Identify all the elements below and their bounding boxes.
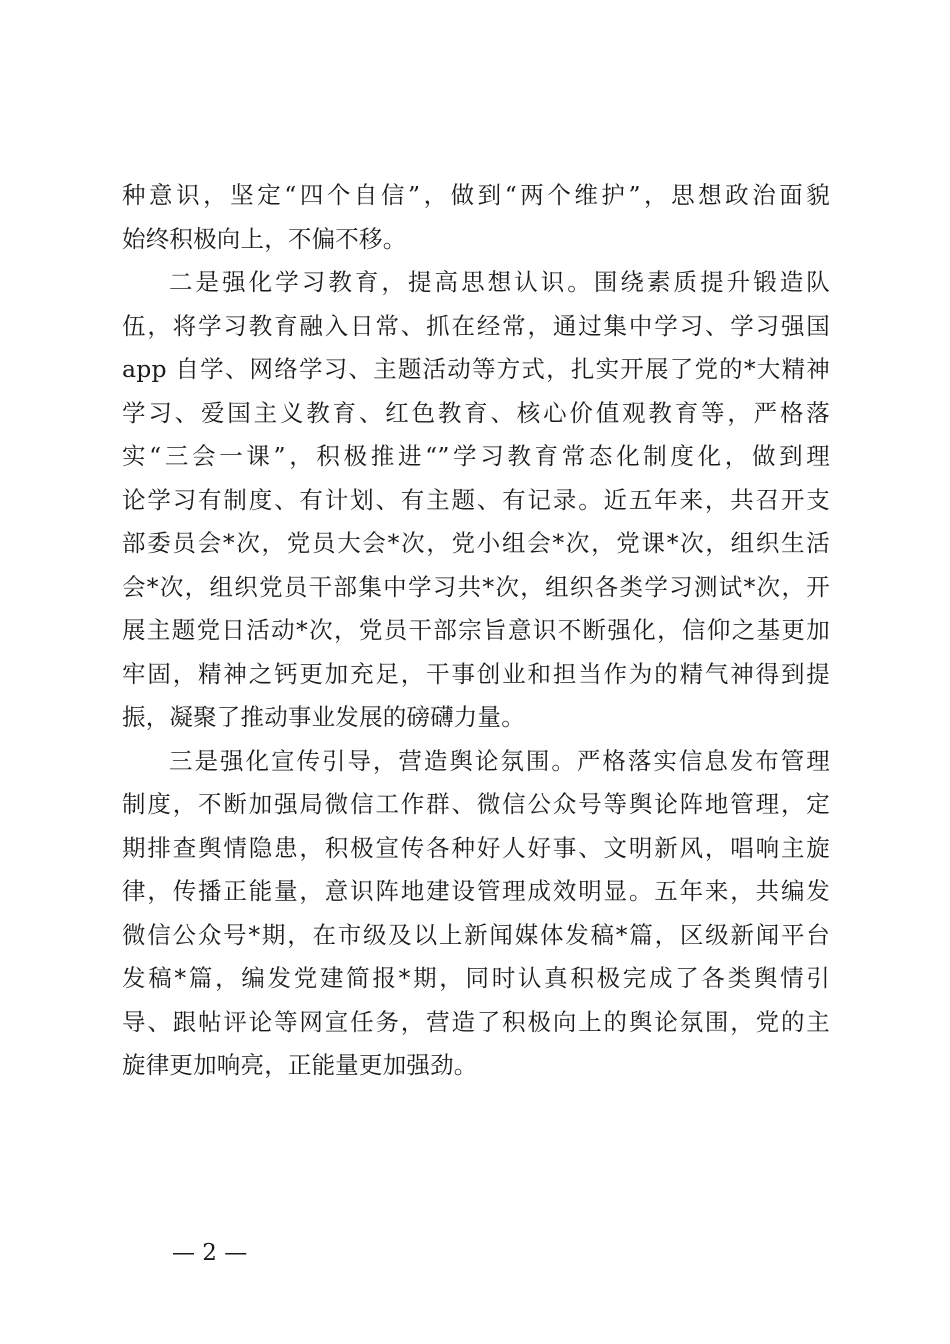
text-line: 导、跟帖评论等网宣任务，营造了积极向上的舆论氛围，党的主 [122, 1007, 830, 1036]
text-line: 始终积极向上，不偏不移。 [122, 224, 407, 253]
text-line: 制度，不断加强局微信工作群、微信公众号等舆论阵地管理，定 [122, 790, 830, 818]
document-body [122, 174, 830, 1088]
page-number: — 2 — [172, 1240, 248, 1266]
text-line: 部委员会*次，党员大会*次，党小组会*次，党课*次，组织生活 [122, 529, 830, 557]
text-line: 学习、爱国主义教育、红色教育、核心价值观教育等，严格落 [122, 398, 830, 427]
text-line: 会*次，组织党员干部集中学习共*次，组织各类学习测试*次，开 [122, 572, 830, 601]
text-line: 发稿*篇，编发党建简报*期，同时认真积极完成了各类舆情引 [122, 964, 830, 992]
text-line: 旋律更加响亮，正能量更加强劲。 [122, 1051, 478, 1079]
paragraph-3 [122, 740, 830, 1088]
text-line: 律，传播正能量，意识阵地建设管理成效明显。五年来，共编发 [122, 877, 830, 905]
text-line: 伍，将学习教育融入日常、抓在经常，通过集中学习、学习强国 [122, 311, 830, 340]
text-line: 微信公众号*期，在市级及以上新闻媒体发稿*篇，区级新闻平台 [122, 920, 830, 949]
text-line: 三是强化宣传引导，营造舆论氛围。严格落实信息发布管理 [169, 746, 830, 775]
text-line: 振，凝聚了推动事业发展的磅礴力量。 [122, 703, 525, 731]
paragraph-2 [122, 261, 830, 740]
text-line: 实“三会一课”，积极推进“”学习教育常态化制度化，做到理 [122, 442, 830, 470]
text-line: 期排查舆情隐患，积极宣传各种好人好事、文明新风，唱响主旋 [122, 833, 830, 862]
text-line: 展主题党日活动*次，党员干部宗旨意识不断强化，信仰之基更加 [122, 616, 830, 644]
text-line: app 自学、网络学习、主题活动等方式，扎实开展了党的*大精神 [122, 355, 830, 383]
paragraph-1 [122, 174, 830, 261]
text-line: 牢固，精神之钙更加充足，干事创业和担当作为的精气神得到提 [122, 659, 830, 688]
text-line: 种意识，坚定“四个自信”，做到“两个维护”，思想政治面貌 [122, 181, 830, 209]
text-line: 二是强化学习教育，提高思想认识。围绕素质提升锻造队 [169, 268, 830, 296]
text-line: 论学习有制度、有计划、有主题、有记录。近五年来，共召开支 [122, 485, 830, 514]
